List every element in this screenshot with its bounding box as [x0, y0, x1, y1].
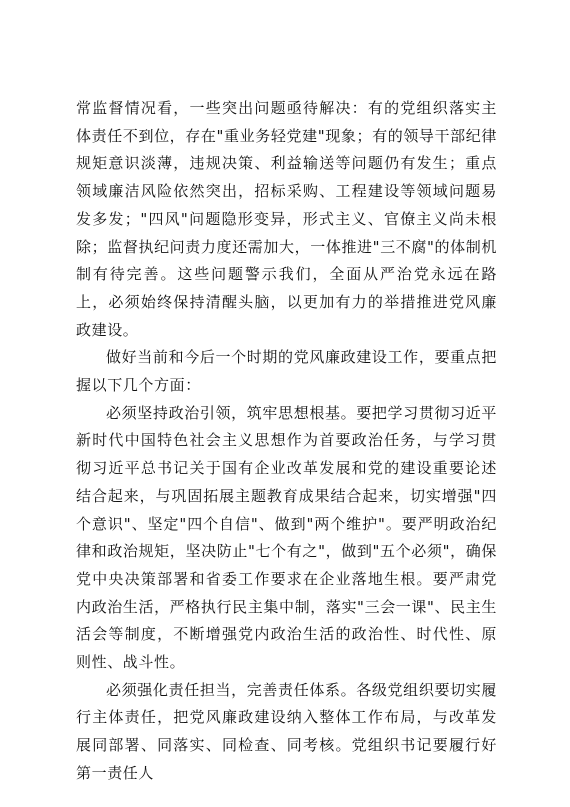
- document-body: [76, 95, 497, 788]
- paragraph-continued: 常监督情况看，一些突出问题亟待解决：有的党组织落实主体责任不到位，存在"重业务轻党建"现象；有的领导干部纪律规矩意识淡薄，违规决策、利益输送等问题仍有发生；重点领域廉洁风险依然突出，招标采购、工程建设等领域问题易发多发；"四风"问题隐形变异，形式主义、官僚主义尚未根除；监督执纪问责力度还需加大，一体推进"三不腐"的体制机制有待完善。这些问题警示我们，全面从严治党永远在路上，必须始终保持清醒头脑，以更加有力的举措推进党风廉政建设。: [76, 99, 497, 339]
- paragraph-responsibility: 必须强化责任担当，完善责任体系。各级党组织要切实履行主体责任，把党风廉政建设纳入整体工作布局，与改革发展同部署、同落实、同检查、同考核。党组织书记要履行好第一责任人: [76, 680, 497, 782]
- paragraph-political-guidance: 必须坚持政治引领，筑牢思想根基。要把学习贯彻习近平新时代中国特色社会主义思想作为首要政治任务，与学习贯彻习近平总书记关于国有企业改革发展和党的建设重要论述结合起来，与巩固拓展主题教育成果结合起来，切实增强"四个意识"、坚定"四个自信"、做到"两个维护"。要严明政治纪律和政治规矩，坚决防止"七个有之"，做到"五个必须"，确保党中央决策部署和省委工作要求在企业落地生根。要严肃党内政治生活，严格执行民主集中制，落实"三会一课"、民主生活会等制度，不断增强党内政治生活的政治性、时代性、原则性、战斗性。: [76, 403, 497, 672]
- paragraph-intro: 做好当前和今后一个时期的党风廉政建设工作，要重点把握以下几个方面：: [76, 348, 497, 395]
